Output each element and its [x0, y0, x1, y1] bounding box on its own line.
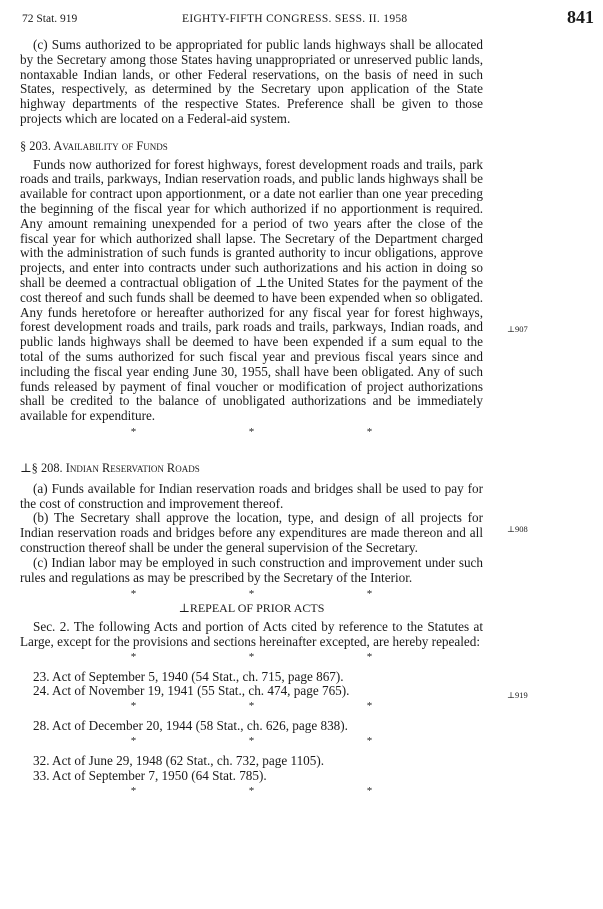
margin-note-919: ⊥919	[507, 690, 528, 700]
ellipsis-stars-2	[20, 587, 483, 601]
page-number: 841	[567, 7, 594, 27]
ellipsis-stars-1	[20, 425, 483, 439]
star: *	[366, 700, 373, 713]
star: *	[366, 425, 373, 438]
star: *	[130, 650, 137, 663]
congress-session-title: EIGHTY-FIFTH CONGRESS. SESS. II. 1958	[182, 13, 408, 25]
section-208-a: (a) Funds available for Indian reservation roads and bridges shall be used to pay for the cost of construction and improvement thereof.	[20, 480, 483, 511]
star: *	[366, 650, 373, 663]
repealed-act-32: 32. Act of June 29, 1948 (62 Stat., ch. 732, page 1105).	[33, 753, 325, 769]
star: *	[366, 588, 373, 601]
star: *	[130, 735, 137, 748]
section-208-heading: ⊥§ 208. Indian Reservation Roads	[20, 460, 200, 475]
section-208-b: (b) The Secretary shall approve the location, type, and design of all projects for Indian reservation roads and bridges before any expenditures are made thereon and all construction thereof shall be under the general supervision of the Secretary.	[20, 510, 483, 555]
star: *	[248, 425, 255, 438]
star: *	[248, 784, 255, 797]
star: *	[248, 588, 255, 601]
ellipsis-stars-6	[20, 784, 483, 798]
margin-note-907: ⊥907	[507, 324, 528, 334]
repealed-act-33: 33. Act of September 7, 1950 (64 Stat. 785).	[33, 767, 267, 783]
sec-2-body: Sec. 2. The following Acts and portion of Acts cited by reference to the Statutes at Large, except for the provisions and sections hereinafter excepted, are hereby repealed:	[20, 619, 483, 649]
star: *	[130, 425, 137, 438]
paragraph-public-lands-highways: (c) Sums authorized to be appropriated for public lands highways shall be allocated by the Secretary among those States having unappropriated or unreserved public lands, nontaxable Indian lands, or other Federal reservations, on the basis of need in such States, respectively, as determined by the Secretary upon application of the State highway departments of the respective States. Preference shall be given to those projects which are located on a Federal-aid system.	[20, 37, 483, 126]
star: *	[130, 588, 137, 601]
repealed-act-24: 24. Act of November 19, 1941 (55 Stat., ch. 474, page 765).	[33, 683, 350, 699]
repealed-act-28: 28. Act of December 20, 1944 (58 Stat., ch. 626, page 838).	[33, 718, 348, 734]
statute-citation: 72 Stat. 919	[22, 13, 78, 25]
star: *	[130, 700, 137, 713]
star: *	[248, 700, 255, 713]
page-header	[22, 7, 594, 31]
section-203-heading: § 203. Availability of Funds	[20, 138, 168, 153]
section-208-c: (c) Indian labor may be employed in such construction and improvement under such rules and regulations as may be prescribed by the Secretary of the Interior.	[20, 554, 483, 585]
star: *	[248, 650, 255, 663]
margin-note-908: ⊥908	[507, 524, 528, 534]
ellipsis-stars-3	[20, 650, 483, 664]
ellipsis-stars-5	[20, 734, 483, 748]
section-203-body: Funds now authorized for forest highways, forest development roads and trails, park roads and trails, parkways, Indian reservation roads, and public lands highways shall be available for contract upon apportionment, or a date not earlier than one year preceding the beginning of the fiscal year for which authorized if no apportionment is required. Any amount remaining unexpended for a period of two years after the close of the fiscal year for which authorized shall lapse. The Secretary of the Department charged with the administration of such funds is granted authority to incur obligations, approve projects, and enter into contracts under such authorizations and his action in doing so shall be deemed a contractual obligation of ⊥the United States for the payment of the cost thereof and such funds shall be deemed to have been expended when so obligated. Any funds heretofore or hereafter authorized for any fiscal year for forest highways, forest development roads and trails, park roads and trails, parkways, Indian roads, and public lands highways shall be deemed to have been expended if a sum equal to the total of the sums authorized for such fiscal year and previous fiscal years since and including the fiscal year ending June 30, 1955, shall have been obligated. Any of such funds released by payment of final voucher or modification of project authorizations shall be credited to the balance of unobligated authorizations and be immediately available for expenditure.	[20, 156, 483, 424]
repeal-heading: ⊥REPEAL OF PRIOR ACTS	[178, 601, 325, 616]
repealed-act-23: 23. Act of September 5, 1940 (54 Stat., ch. 715, page 867).	[33, 668, 344, 684]
star: *	[366, 735, 373, 748]
star: *	[366, 784, 373, 797]
star: *	[130, 784, 137, 797]
star: *	[248, 735, 255, 748]
ellipsis-stars-4	[20, 699, 483, 713]
page-body	[20, 38, 483, 798]
